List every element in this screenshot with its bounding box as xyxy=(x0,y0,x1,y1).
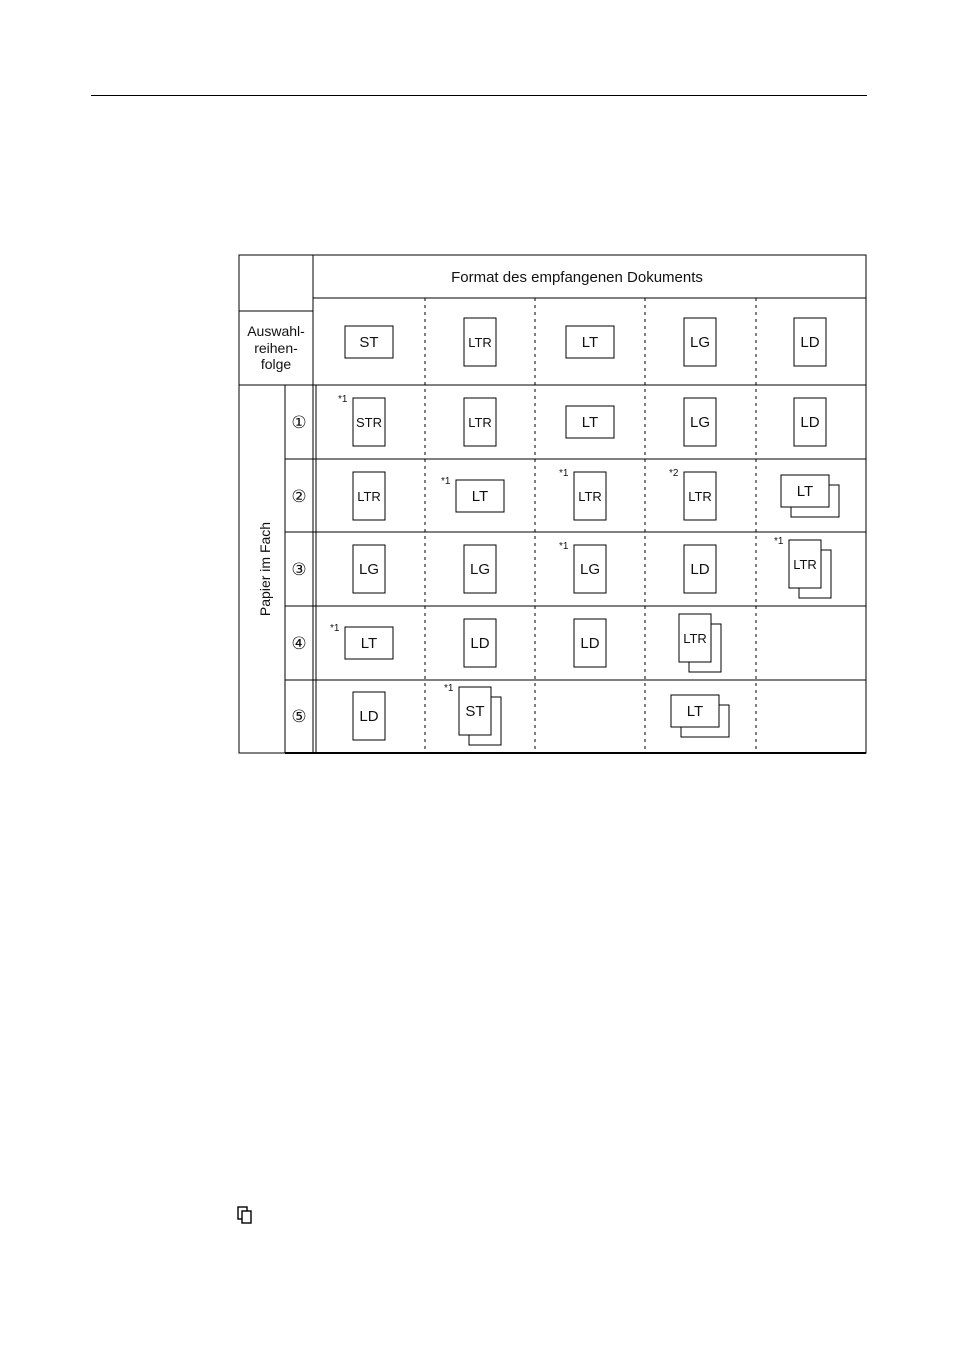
paper-size-label: LTR xyxy=(688,489,712,504)
tray-paper-r2-c1 xyxy=(353,472,385,520)
tray-paper-r5-c1 xyxy=(353,692,385,740)
tray-paper-r1-c5 xyxy=(794,398,826,446)
selection-label-line-3: folge xyxy=(260,356,292,372)
tray-paper-r1-c4 xyxy=(684,398,716,446)
tray-paper-r3-c2 xyxy=(464,545,496,593)
selection-label-line-1: Auswahl- xyxy=(247,323,305,339)
footnote-mark: *1 xyxy=(559,468,569,479)
table-grid xyxy=(239,255,866,753)
paper-size-label: STR xyxy=(356,415,382,430)
tray-paper-r5-c2 xyxy=(444,683,501,745)
paper-size-label: LTR xyxy=(578,489,602,504)
tray-paper-r4-c2 xyxy=(464,619,496,667)
paper-size-label: LTR xyxy=(468,415,492,430)
paper-size-label: LTR xyxy=(793,557,817,572)
paper-size-label: ST xyxy=(359,334,379,351)
tray-paper-r1-c3 xyxy=(566,406,614,438)
footnote-mark: *1 xyxy=(338,394,348,405)
header-title: Format des empfangenen Dokuments xyxy=(451,269,703,286)
received-format-1 xyxy=(345,326,393,358)
paper-size-label: LT xyxy=(581,334,599,351)
paper-size-label: LG xyxy=(469,561,491,578)
paper-size-label: LTR xyxy=(468,335,492,350)
paper-size-label: LT xyxy=(581,414,599,431)
received-format-4 xyxy=(684,318,716,366)
tray-paper-r5-c4 xyxy=(671,695,729,737)
received-format-2 xyxy=(464,318,496,366)
priority-mark-2: ② xyxy=(291,487,307,506)
paper-size-label: ST xyxy=(465,703,485,720)
tray-paper-r4-c3 xyxy=(574,619,606,667)
priority-marks xyxy=(291,413,306,726)
paper-size-label: LD xyxy=(800,334,820,351)
tray-paper-r3-c5 xyxy=(774,536,831,598)
side-label: Papier im Fach xyxy=(257,521,273,617)
tray-paper-r3-c4 xyxy=(684,545,716,593)
tray-paper-r4-c4 xyxy=(679,614,721,672)
received-format-3 xyxy=(566,326,614,358)
paper-size-label: LTR xyxy=(683,631,707,646)
paper-size-label: LG xyxy=(358,561,380,578)
paper-size-label: LTR xyxy=(357,489,381,504)
tray-paper-r1-c2 xyxy=(464,398,496,446)
selection-label-line-2: reihen- xyxy=(254,340,298,356)
paper-size-label: LD xyxy=(470,635,490,652)
tray-paper-r2-c2 xyxy=(441,476,504,512)
tray-paper-r2-c5 xyxy=(781,475,839,517)
priority-mark-1: ① xyxy=(291,413,307,432)
priority-mark-4: ④ xyxy=(291,634,307,653)
priority-mark-5: ⑤ xyxy=(291,707,307,726)
tray-paper-r1-c1 xyxy=(338,394,385,446)
paper-size-label: LD xyxy=(800,414,820,431)
paper-size-label: LD xyxy=(359,708,379,725)
paper-size-label: LG xyxy=(689,334,711,351)
tray-paper-r2-c3 xyxy=(559,468,606,520)
tray-paper-r2-c4 xyxy=(669,468,716,520)
footnote-mark: *2 xyxy=(669,468,679,479)
paper-size-label: LT xyxy=(471,488,489,505)
paper-size-label: LT xyxy=(686,703,704,720)
paper-size-label: LG xyxy=(579,561,601,578)
paper-size-label: LD xyxy=(580,635,600,652)
paper-size-label: LT xyxy=(796,483,814,500)
footnote-mark: *1 xyxy=(441,476,451,487)
paper-size-label: LG xyxy=(689,414,711,431)
tray-paper-r4-c1 xyxy=(330,623,393,659)
footnote-mark: *1 xyxy=(330,623,340,634)
priority-mark-3: ③ xyxy=(291,560,307,579)
paper-size-label: LD xyxy=(690,561,710,578)
tray-paper-r3-c3 xyxy=(559,541,606,593)
footnote-mark: *1 xyxy=(559,541,569,552)
paper-size-label: LT xyxy=(360,635,378,652)
copy-pages-icon xyxy=(237,1206,253,1224)
footnote-mark: *1 xyxy=(444,683,454,694)
tray-paper-r3-c1 xyxy=(353,545,385,593)
received-format-5 xyxy=(794,318,826,366)
footnote-mark: *1 xyxy=(774,536,784,547)
